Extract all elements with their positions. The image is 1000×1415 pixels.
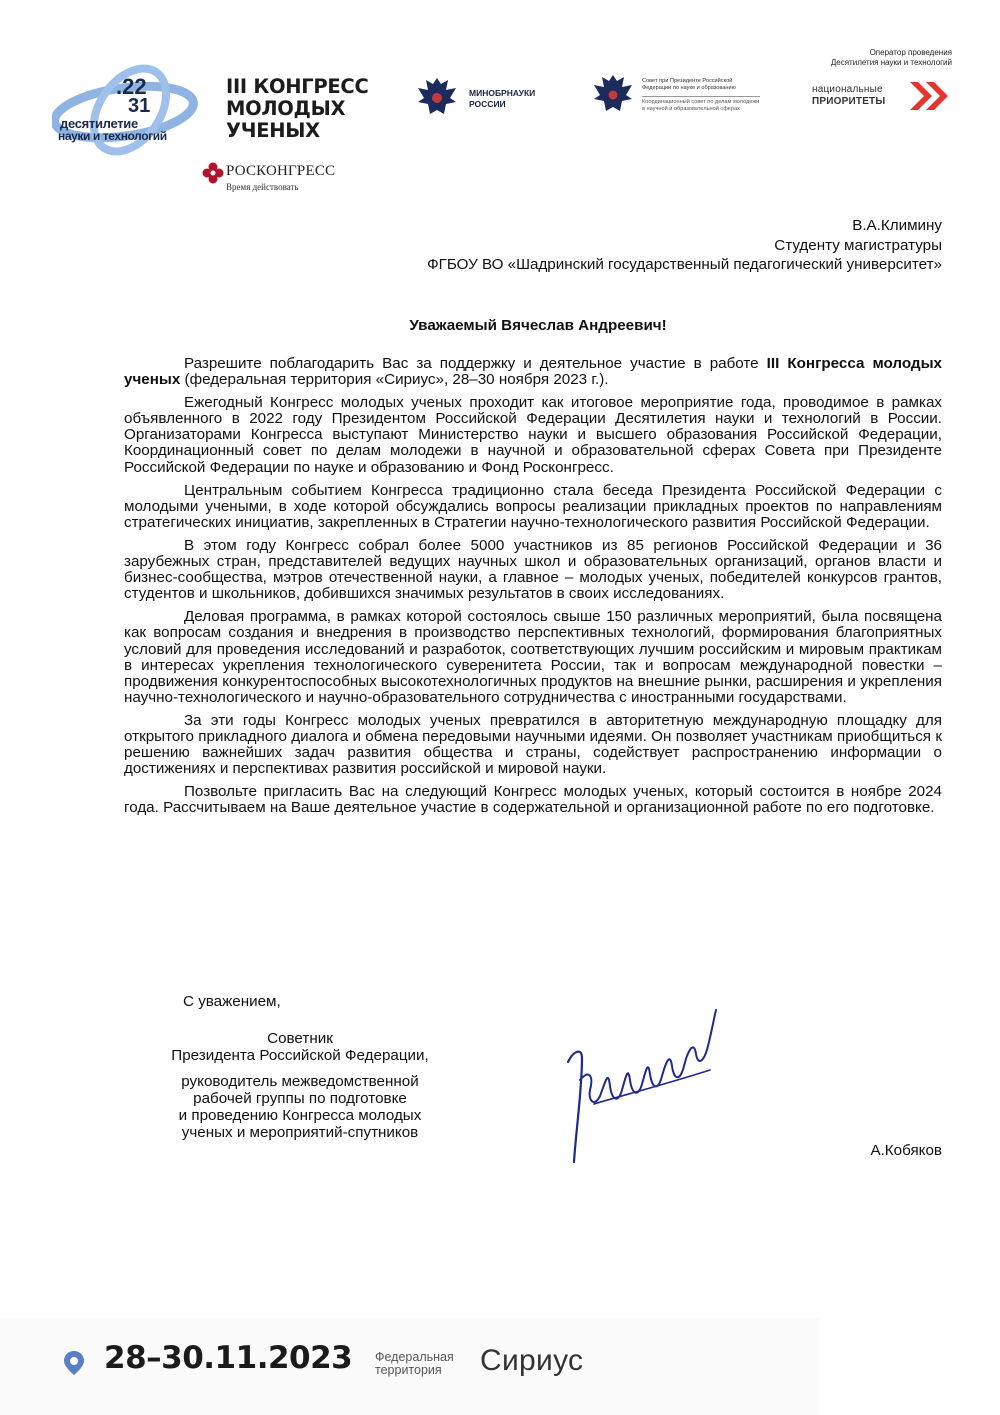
roscongress-slogan: Время действовать <box>226 182 299 192</box>
council-eagle-icon <box>590 70 636 120</box>
signer-name: А.Кобяков <box>870 1142 942 1159</box>
addressee-block <box>427 216 942 275</box>
handwritten-signature <box>560 1000 740 1170</box>
signer-position-line5: и проведению Конгресса молодых <box>178 1107 422 1124</box>
letter-body <box>124 356 942 816</box>
location-pin-icon <box>62 1350 86 1376</box>
signer-position <box>150 1030 450 1141</box>
ministry-name <box>469 88 535 110</box>
council-name: Совет при Президенте Российской Федерации по науке и образованию <box>642 78 736 91</box>
congress-title-line3: УЧЕНЫХ <box>226 119 320 142</box>
paragraph-1-congress-name: III Конгресса молодых ученых <box>124 355 942 389</box>
event-place: Сириус <box>480 1344 584 1377</box>
ministry-name-line1: МИНОБРНАУКИ <box>469 88 536 98</box>
national-priorities-line1: национальные <box>812 84 883 95</box>
operator-caption-line2: Десятилетия науки и технологий <box>830 58 952 67</box>
federal-territory-label <box>375 1351 454 1377</box>
operator-caption <box>800 48 952 68</box>
addressee-position: Студенту магистратуры <box>774 236 942 254</box>
national-priorities-logo <box>808 76 954 116</box>
signer-position-line3: руководитель межведомственной <box>181 1073 419 1090</box>
signer-position-line2: Президента Российской Федерации, <box>171 1047 429 1064</box>
roscongress-logo <box>202 160 372 196</box>
council-divider <box>642 96 760 97</box>
paragraph-4: В этом году Конгресс собрал более 5000 участников из 85 регионов Российской Федерации и 36 зарубежных стран, представителей ведущих научных школ и образовательных организаций, органов власти и бизнес-сообщества, мэтров отечественной науки, а главное – молодых ученых, победителей конкурсов грантов, студентов и школьников, добившихся значимых результатов в своих исследованиях. <box>124 536 942 603</box>
greeting: Уважаемый Вячеслав Андреевич! <box>409 317 667 334</box>
paragraph-1 <box>124 356 942 388</box>
paragraph-7: Позвольте пригласить Вас на следующий Конгресс молодых ученых, который состоится в ноябре 2024 года. Рассчитываем на Ваше деятельное участие в содержательной и организационной работе по его подготовке. <box>124 783 942 817</box>
paragraph-6: За эти годы Конгресс молодых ученых превратился в авторитетную международную площадку для открытого прикладного диалога и обмена передовыми научными идеями. Он позволяет участникам приобщиться к решению важнейших задач развития общества и страны, содействует распространению информации о достижениях и перспективах развития российской и мировой науки. <box>124 711 942 778</box>
federal-territory-line2: территория <box>375 1363 442 1377</box>
presidential-council-logo <box>590 70 770 126</box>
operator-caption-line1: Оператор проведения <box>869 48 952 57</box>
decade-caption-line2: науки и технологий <box>58 129 167 143</box>
signer-position-line1: Советник <box>267 1030 333 1047</box>
paragraph-1-end: (федеральная территория «Сириус», 28–30 ноября 2023 г.). <box>180 371 609 389</box>
paragraph-5: Деловая программа, в рамках которой состоялось свыше 150 различных мероприятий, была посвящена как вопросам создания и внедрения в производство перспективных технологий, формирования благоприятных условий для проведения исследований и разработок, соответствующих лучшим российским и мировым практикам в интересах укрепления технологического суверенитета России, так и вопросам международной повестки – продвижения конкурентоспособных высокотехнологичных продуктов на внешние рынки, расширения и укрепления научно-технологического и научно-образовательного сотрудничества с иностранными государствами. <box>124 608 942 706</box>
coordination-council-name: Координационный совет по делам молодежи в научной и образовательной сферах <box>642 99 760 112</box>
paragraph-2: Ежегодный Конгресс молодых ученых проходит как итоговое мероприятие года, проводимое в рамках объявленного в 2022 году Президентом Российской Федерации Десятилетия науки и технологий в России. Организаторами Конгресса выступают Министерство науки и высшего образования Российской Федерации, Координационный совет по делам молодежи в научной и образовательной сферах Совета при Президенте Российской Федерации по науке и образованию и Фонд Росконгресс. <box>124 394 942 476</box>
decade-of-science-logo <box>52 60 202 160</box>
paragraph-3: Центральным событием Конгресса традиционно стала беседа Президента Российской Федерации с молодыми учеными, в ходе которой обсуждались вопросы реализации прикладных проектов по направлениям стратегических инициатив, закрепленных в Стратегии научно-технологического развития Российской Федерации. <box>124 481 942 531</box>
double-headed-eagle-icon <box>412 72 462 122</box>
congress-title <box>226 76 406 142</box>
congress-title-line2: МОЛОДЫХ <box>226 97 346 120</box>
paragraph-1-start: Разрешите поблагодарить Вас за поддержку и деятельное участие в работе <box>184 355 767 372</box>
congress-title-line1: III КОНГРЕСС <box>226 75 369 98</box>
signer-position-line6: ученых и мероприятий-спутников <box>181 1124 419 1141</box>
signer-position-line4: рабочей группы по подготовке <box>193 1090 407 1107</box>
signer-position-gap <box>150 1064 450 1073</box>
national-priorities-line2: ПРИОРИТЕТЫ <box>812 96 886 107</box>
closing-regards: С уважением, <box>183 993 281 1010</box>
roscongress-name: РОСКОНГРЕСС <box>226 163 336 179</box>
decade-number-start: .22 <box>116 74 147 99</box>
decade-caption-line1: десятилетие <box>60 116 138 131</box>
ministry-logo <box>412 72 552 128</box>
addressee-name: В.А.Климину <box>852 217 942 234</box>
event-dates: 28–30.11.2023 <box>104 1340 353 1376</box>
national-priorities-text <box>812 84 885 108</box>
federal-territory-line1: Федеральная <box>375 1350 454 1364</box>
national-priorities-chevrons-icon <box>908 78 952 114</box>
addressee-organization: ФГБОУ ВО «Шадринский государственный педагогический университет» <box>427 256 942 273</box>
ministry-name-line2: РОССИИ <box>469 99 506 109</box>
roscongress-flower-icon <box>202 162 224 184</box>
decade-number-end: 31 <box>128 95 151 117</box>
